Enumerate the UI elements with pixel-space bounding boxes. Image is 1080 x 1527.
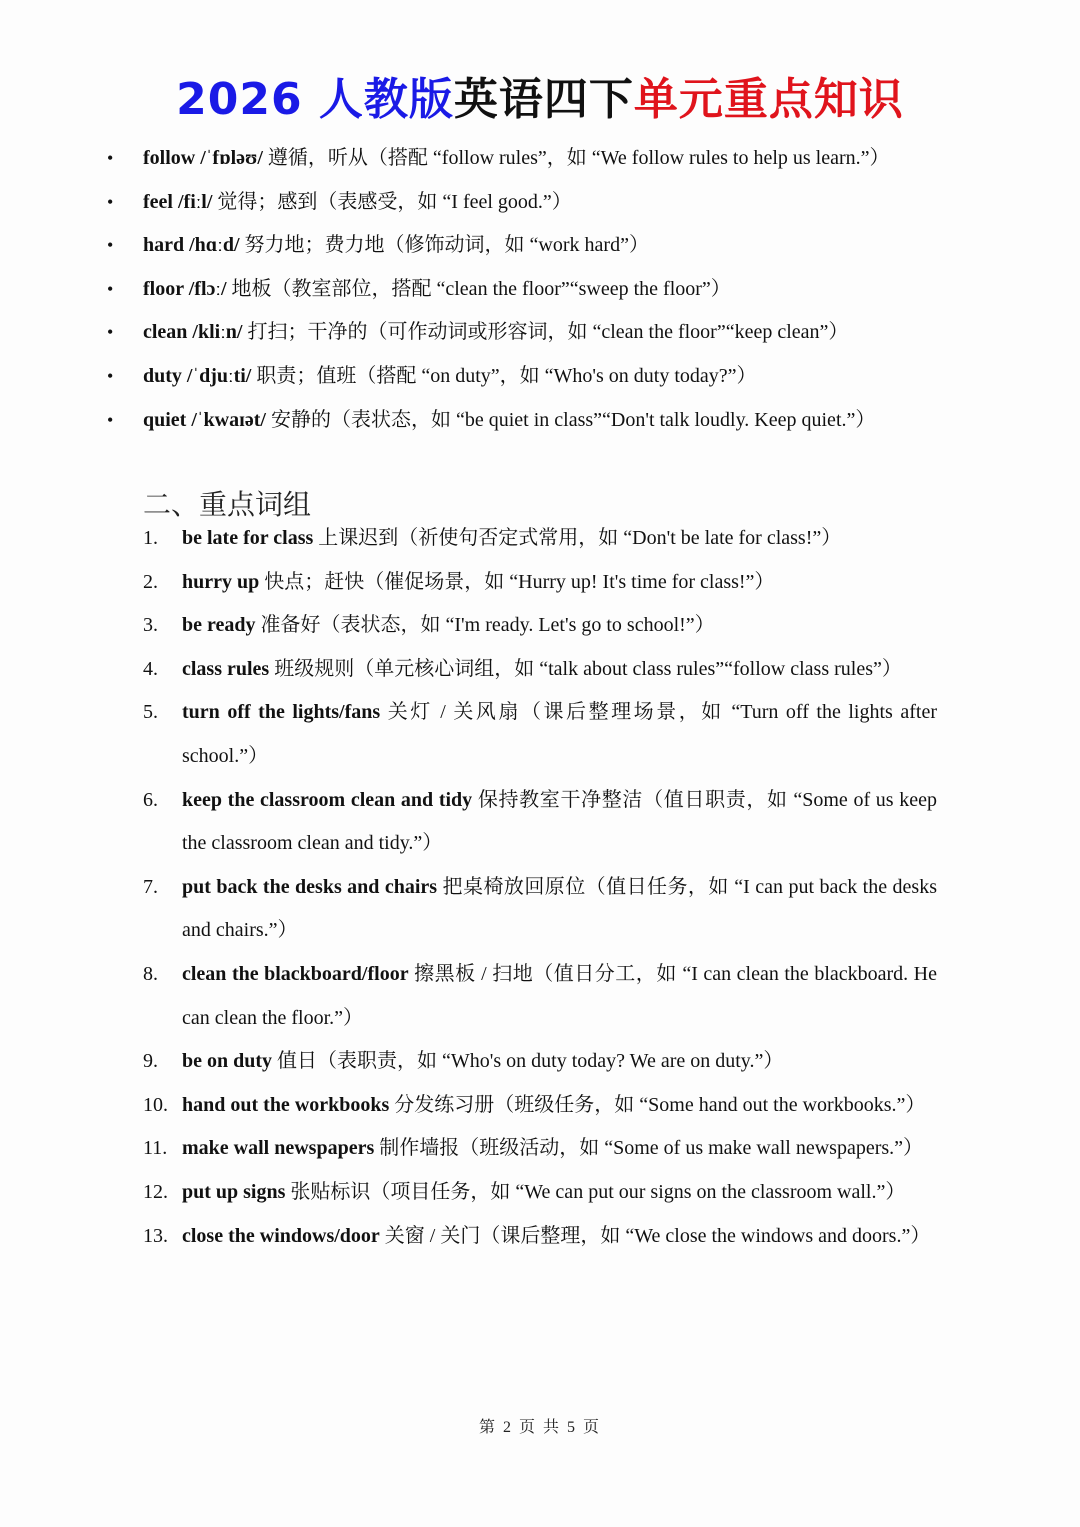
vocab-meaning: 地板（教室部位，搭配 “clean the floor”“sweep the floor”） bbox=[226, 277, 731, 300]
phrase-meaning: 保持教室干净整洁（值日职责，如 “Some of us keep the classroom clean and tidy.”） bbox=[182, 788, 937, 855]
phrase-item bbox=[0, 561, 1080, 605]
phrase-meaning: 关灯 / 关风扇（课后整理场景，如 “Turn off the lights after school.”） bbox=[182, 701, 937, 767]
phrase-meaning: 分发练习册（班级任务，如 “Some hand out the workbooks.”） bbox=[389, 1093, 926, 1116]
phrase-item bbox=[0, 604, 1080, 648]
section-heading: 二、重点词组 bbox=[143, 488, 312, 522]
phrase-meaning: 快点；赶快（催促场景，如 “Hurry up! It's time for class!”） bbox=[259, 570, 775, 593]
bullet-icon: • bbox=[107, 278, 114, 299]
phrase-item bbox=[0, 648, 1080, 692]
vocab-item bbox=[0, 137, 1080, 181]
vocab-meaning: 觉得；感到（表感受，如 “I feel good.”） bbox=[212, 190, 572, 213]
phrase-item bbox=[0, 1084, 1080, 1128]
bullet-icon: • bbox=[107, 148, 114, 168]
item-number: 1. bbox=[143, 527, 158, 549]
bullet-icon: • bbox=[107, 235, 114, 256]
vocab-item bbox=[0, 311, 1080, 355]
phrase-meaning: 张贴标识（项目任务，如 “We can put our signs on the classroom wall.”） bbox=[285, 1180, 906, 1203]
phrase-term: make wall newspapers bbox=[182, 1137, 375, 1160]
phrase-term: class rules bbox=[182, 657, 270, 680]
phrase-meaning: 值日（表职责，如 “Who's on duty today? We are on duty.”） bbox=[272, 1050, 784, 1073]
item-number: 6. bbox=[143, 788, 158, 811]
bullet-icon: • bbox=[107, 322, 114, 343]
phrase-item bbox=[0, 1040, 1080, 1084]
vocab-item bbox=[0, 268, 1080, 312]
phrase-term: hand out the workbooks bbox=[182, 1093, 390, 1116]
phrase-meaning: 擦黑板 / 扫地（值日分工，如 “I can clean the blackboard. He can clean the floor.”） bbox=[182, 962, 937, 1029]
title-part-edition: 2026 人教版 bbox=[176, 74, 454, 125]
phrase-item bbox=[0, 866, 1080, 953]
item-number: 4. bbox=[143, 657, 158, 680]
phrase-term: be ready bbox=[182, 614, 256, 637]
vocab-term: hard /hɑːd/ bbox=[143, 234, 240, 257]
phrase-item bbox=[0, 1127, 1080, 1171]
item-number: 9. bbox=[143, 1050, 158, 1073]
phrase-term: keep the classroom clean and tidy bbox=[182, 788, 473, 811]
vocab-meaning: 打扫；干净的（可作动词或形容词，如 “clean the floor”“keep clean”） bbox=[242, 321, 849, 344]
vocab-meaning: 安静的（表状态，如 “be quiet in class”“Don't talk loudly. Keep quiet.”） bbox=[265, 408, 876, 431]
vocab-meaning: 职责；值班（搭配 “on duty”，如 “Who's on duty today?”） bbox=[251, 364, 757, 387]
title-part-topic: 单元重点知识 bbox=[633, 74, 904, 125]
item-number: 5. bbox=[143, 701, 158, 724]
title-part-subject: 英语四下 bbox=[453, 74, 634, 125]
phrase-term: put back the desks and chairs bbox=[182, 875, 438, 898]
vocab-item bbox=[0, 355, 1080, 399]
vocab-term: clean /kliːn/ bbox=[143, 321, 243, 344]
item-number: 7. bbox=[143, 875, 158, 898]
item-number: 3. bbox=[143, 614, 158, 637]
item-number: 10. bbox=[143, 1093, 168, 1116]
vocab-term: quiet /ˈkwaɪət/ bbox=[143, 408, 266, 431]
phrase-item bbox=[0, 779, 1080, 866]
phrase-meaning: 上课迟到（祈使句否定式常用，如 “Don't be late for class!”） bbox=[313, 527, 842, 549]
item-number: 13. bbox=[143, 1224, 168, 1247]
phrase-term: clean the blackboard/floor bbox=[182, 962, 409, 985]
vocab-item bbox=[0, 181, 1080, 225]
phrase-item bbox=[0, 953, 1080, 1040]
vocab-term: feel /fiːl/ bbox=[143, 190, 213, 213]
phrase-term: hurry up bbox=[182, 570, 260, 593]
item-number: 2. bbox=[143, 570, 158, 593]
phrase-list bbox=[0, 517, 1080, 1258]
page-number-footer: 第 2 页 共 5 页 bbox=[478, 1419, 601, 1436]
item-number: 12. bbox=[143, 1180, 168, 1203]
item-number: 11. bbox=[143, 1137, 168, 1160]
bullet-icon: • bbox=[107, 409, 114, 430]
phrase-meaning: 关窗 / 关门（课后整理，如 “We close the windows and doors.”） bbox=[379, 1224, 931, 1247]
phrase-meaning: 班级规则（单元核心词组，如 “talk about class rules”“follow class rules”） bbox=[269, 657, 902, 680]
phrase-item bbox=[0, 517, 1080, 561]
bullet-icon: • bbox=[107, 365, 114, 386]
phrase-meaning: 把桌椅放回原位（值日任务，如 “I can put back the desks and chairs.”） bbox=[182, 875, 937, 942]
vocab-item bbox=[0, 224, 1080, 268]
phrase-meaning: 准备好（表状态，如 “I'm ready. Let's go to school!”） bbox=[255, 614, 715, 637]
vocab-term: follow /ˈfɒləʊ/ bbox=[143, 147, 263, 169]
phrase-item bbox=[0, 1215, 1080, 1259]
bullet-icon: • bbox=[107, 191, 114, 212]
phrase-meaning: 制作墙报（班级活动，如 “Some of us make wall newspapers.”） bbox=[374, 1137, 924, 1160]
phrase-term: be on duty bbox=[182, 1050, 273, 1073]
phrase-item bbox=[0, 691, 1080, 778]
phrase-term: close the windows/door bbox=[182, 1224, 380, 1247]
vocab-item bbox=[0, 399, 1080, 443]
phrase-term: be late for class bbox=[182, 527, 314, 549]
vocab-term: floor /flɔː/ bbox=[143, 277, 227, 300]
page-title bbox=[0, 74, 1080, 126]
vocabulary-list bbox=[0, 137, 1080, 442]
vocab-term: duty /ˈdjuːti/ bbox=[143, 364, 252, 387]
vocab-meaning: 遵循，听从（搭配 “follow rules”，如 “We follow rules to help us learn.”） bbox=[262, 147, 890, 169]
item-number: 8. bbox=[143, 962, 158, 985]
phrase-item bbox=[0, 1171, 1080, 1215]
phrase-term: put up signs bbox=[182, 1180, 286, 1203]
vocab-meaning: 努力地；费力地（修饰动词，如 “work hard”） bbox=[239, 234, 649, 257]
phrase-term: turn off the lights/fans bbox=[182, 701, 381, 724]
